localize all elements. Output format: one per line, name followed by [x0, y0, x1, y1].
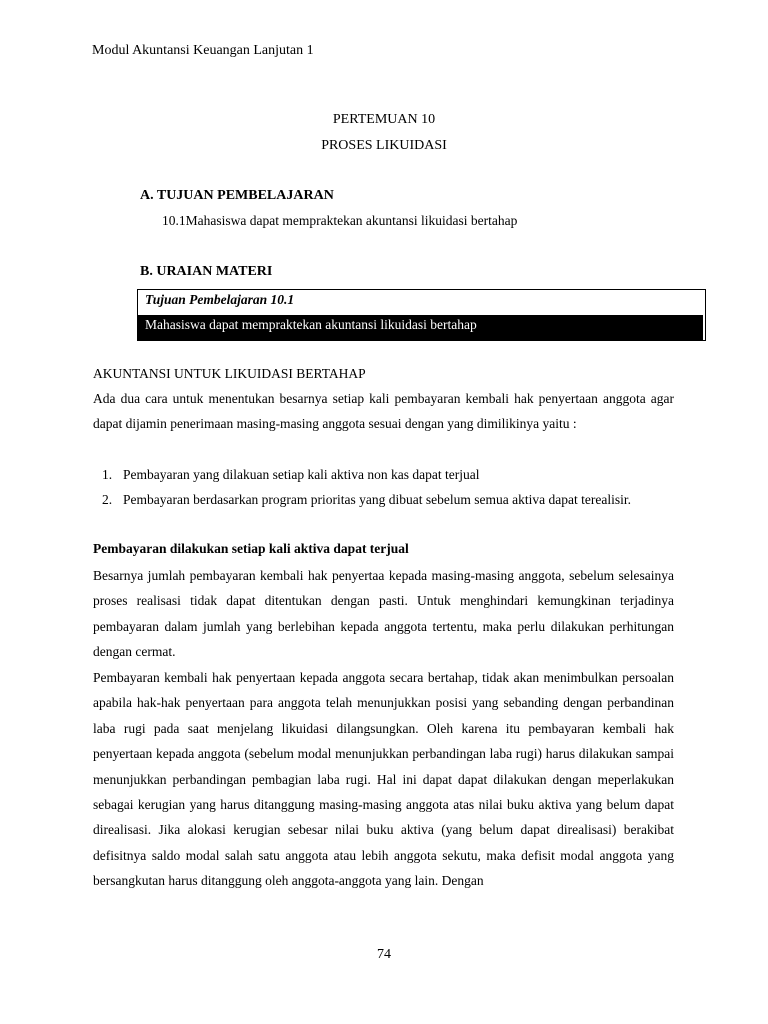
learning-objective-box-bar [138, 315, 703, 340]
intro-paragraph: Ada dua cara untuk menentukan besarnya setiap kali pembayaran kembali hak penyertaan anggota agar dapat dijamin penerimaan masing-masing anggota sesuai dengan yang dimilikinya yaitu : [93, 391, 674, 432]
meeting-title: PERTEMUAN 10 [332, 112, 436, 127]
section-b-heading: B. URAIAN MATERI [140, 264, 273, 279]
section-a-objective: 10.1Mahasiswa dapat mempraktekan akuntansi likuidasi bertahap [162, 213, 518, 228]
section-a-heading: A. TUJUAN PEMBELAJARAN [140, 188, 334, 203]
list-item-number: 1. [102, 467, 113, 482]
learning-objective-box-text: Mahasiswa dapat mempraktekan akuntansi likuidasi bertahap [145, 317, 477, 332]
payment-methods-list [93, 462, 674, 513]
learning-objective-box [137, 289, 706, 341]
paragraph-2: Pembayaran kembali hak penyertaan kepada anggota secara bertahap, tidak akan menimbulkan persoalan apabila hak-hak penyertaan para anggota telah menunjukkan posisi yang sebanding dengan perbandinan laba rugi pada saat menjelang likuidasi dilangsungkan. Oleh karena itu pembayaran kembali hak penyertaan kepada anggota (sebelum modal menunjukkan perbandingan laba rugi) harus dilakukan sampai menunjukkan perbandingan pembagian laba rugi. Hal ini dapat dapat dilakukan dengan meperlakukan sebagai kerugian yang harus ditanggung masing-masing anggota atas nilai buku aktiva yang belum dapat direalisasi. Jika alokasi kerugian sebesar nilai buku aktiva (yang belum dapat direalisasi) berakibat defisitnya saldo modal salah satu anggota atau lebih anggota sekutu, maka defisit modal anggota yang bersangkutan harus ditanggung oleh anggota-anggota yang lain. Dengan [93, 670, 674, 889]
bold-subheading: Pembayaran dilakukan setiap kali aktiva dapat terjual [93, 541, 409, 556]
page-number: 74 [377, 947, 391, 962]
learning-objective-box-title: Tujuan Pembelajaran 10.1 [145, 292, 295, 307]
topic-title: PROSES LIKUIDASI [321, 138, 447, 153]
list-item [93, 487, 674, 512]
running-header: Modul Akuntansi Keuangan Lanjutan 1 [92, 43, 314, 58]
subheading: AKUNTANSI UNTUK LIKUIDASI BERTAHAP [93, 366, 366, 381]
list-item-number: 2. [102, 492, 113, 508]
list-item [93, 462, 674, 487]
list-item-text: Pembayaran berdasarkan program prioritas yang dibuat sebelum semua aktiva dapat terealisir. [123, 492, 631, 508]
list-item-text: Pembayaran yang dilakuan setiap kali aktiva non kas dapat terjual [123, 467, 480, 482]
paragraph-1: Besarnya jumlah pembayaran kembali hak penyertaa kepada masing-masing anggota, sebelum selesainya proses realisasi tidak dapat ditentukan dengan pasti. Untuk menghindari kemungkinan terjadinya pembayaran dalam jumlah yang berlebihan kepada anggota tertentu, maka perlu dilakukan perhitungan dengan cermat. [93, 568, 674, 660]
